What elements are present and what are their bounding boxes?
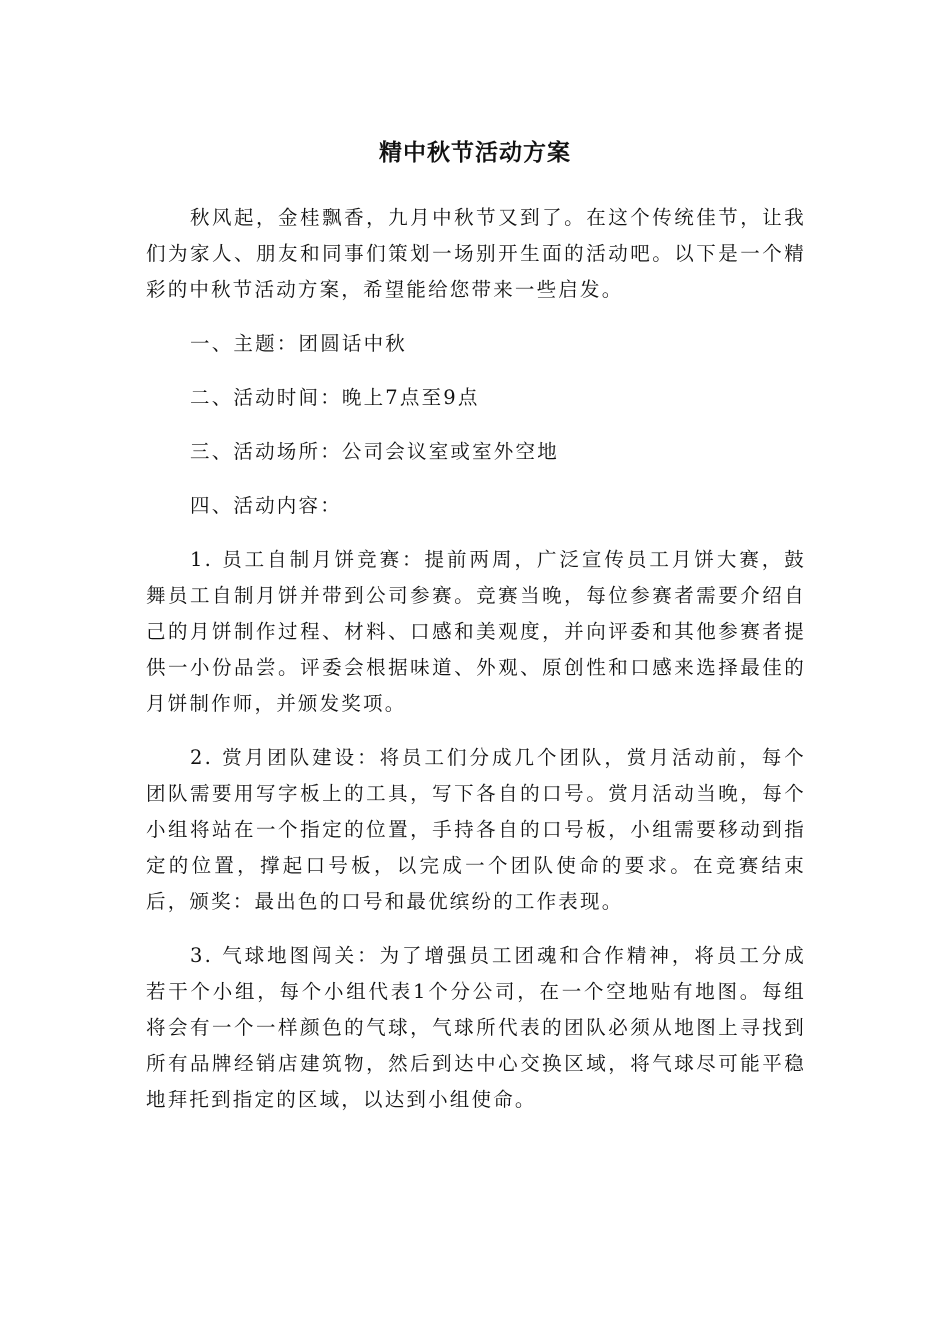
content-item-team-building: 2. 赏月团队建设：将员工们分成几个团队，赏月活动前，每个团队需要用写字板上的工具，写下各自的口号。赏月活动当晚，每个小组将站在一个指定的位置，手持各自的口号板，小组需要移动到指定的位置，撑起口号板，以完成一个团队使命的要求。在竞赛结束后，颁奖：最出色的口号和最优缤纷的工作表现。	[146, 746, 806, 913]
content-item-balloon-map: 3. 气球地图闯关：为了增强员工团魂和合作精神，将员工分成若干个小组，每个小组代表1个分公司，在一个空地贴有地图。每组将会有一个一样颜色的气球，气球所代表的团队必须从地图上寻找到所有品牌经销店建筑物，然后到达中心交换区域，将气球尽可能平稳地拜托到指定的区域，以达到小组使命。	[146, 944, 806, 1111]
section-theme: 一、主题：团圆话中秋	[190, 332, 408, 355]
intro-paragraph: 秋风起，金桂飘香，九月中秋节又到了。在这个传统佳节，让我们为家人、朋友和同事们策划一场别开生面的活动吧。以下是一个精彩的中秋节活动方案，希望能给您带来一些启发。	[146, 206, 806, 301]
document-body	[146, 200, 806, 1118]
section-content-heading: 四、活动内容：	[190, 494, 342, 517]
section-time: 二、活动时间：晚上7点至9点	[190, 386, 480, 409]
document-title: 精中秋节活动方案	[379, 140, 571, 166]
section-venue: 三、活动场所：公司会议室或室外空地	[190, 440, 559, 463]
content-item-mooncake-contest: 1. 员工自制月饼竞赛：提前两周，广泛宣传员工月饼大赛，鼓舞员工自制月饼并带到公司参赛。竞赛当晚，每位参赛者需要介绍自己的月饼制作过程、材料、口感和美观度，并向评委和其他参赛者提供一小份品尝。评委会根据味道、外观、原创性和口感来选择最佳的月饼制作师，并颁发奖项。	[146, 548, 806, 715]
